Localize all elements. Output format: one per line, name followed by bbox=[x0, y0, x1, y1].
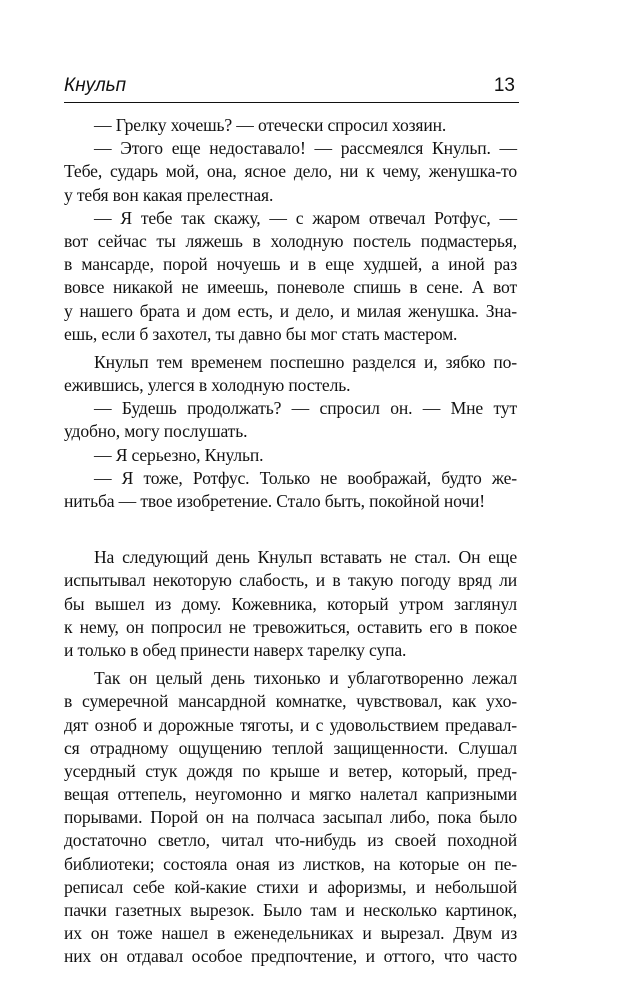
running-title: Кнульп bbox=[64, 75, 127, 96]
text-line: бы вышел из дому. Кожевника, который утром заглянул bbox=[64, 593, 517, 614]
text-line: вещая оттепель, неугомонно и мягко налетал капризными bbox=[64, 784, 517, 805]
text-line: вовсе никакой не имеешь, поневоле спишь в сене. А вот bbox=[64, 277, 517, 298]
text-line: них он отдавал особое предпочтение, и оттого, что часто bbox=[64, 946, 517, 967]
text-line: и только в обед принести наверх тарелку супа. bbox=[64, 639, 407, 660]
text-line: — Я тоже, Ротфус. Только не воображай, будто же- bbox=[94, 467, 517, 488]
text-line: Кнульп тем временем поспешно разделся и, зябко по- bbox=[94, 351, 517, 372]
text-line: усердный стук дождя по крыше и ветер, который, пред- bbox=[64, 760, 517, 781]
text-line: порывами. Порой он на полчаса засыпал либо, пока было bbox=[64, 807, 517, 828]
text-line: пачки газетных вырезок. Было там и несколько картинок, bbox=[64, 900, 517, 920]
text-line: библиотеки; состояла оная из листков, на которые он пе- bbox=[64, 853, 517, 874]
text-line: достаточно светло, читал что-нибудь из своей походной bbox=[64, 830, 517, 851]
header-rule bbox=[64, 102, 519, 103]
text-line: нитьба — твое изобретение. Стало быть, покойной ночи! bbox=[64, 491, 486, 511]
text-line: — Грелку хочешь? — отечески спросил хозяин. bbox=[94, 115, 447, 135]
text-line: вот сейчас ты ляжешь в холодную постель подмастерья, bbox=[64, 230, 517, 251]
text-line: Так он целый день тихонько и ублаготворенно лежал bbox=[94, 668, 517, 689]
text-line: в мансарде, порой ночуешь и в еще худшей, а иной раз bbox=[64, 254, 517, 275]
section-break bbox=[64, 513, 517, 546]
text-line: удобно, могу послушать. bbox=[64, 421, 248, 442]
text-line: ежившись, улегся в холодную постель. bbox=[64, 375, 351, 396]
text-line: ешь, если б захотел, ты давно бы мог стать мастером. bbox=[64, 323, 458, 344]
text-line: у нашего брата и дом есть, и дело, и милая женушка. Зна- bbox=[64, 300, 517, 321]
text-line: у тебя вон какая прелестная. bbox=[64, 184, 274, 205]
text-line: реписал себе кой-какие стихи и афоризмы, и небольшой bbox=[64, 876, 517, 897]
text-line: Тебе, сударь мой, она, ясное дело, ни к чему, женушка-то bbox=[64, 161, 517, 182]
running-head bbox=[64, 72, 517, 102]
body-text bbox=[64, 114, 517, 969]
page-number: 13 bbox=[493, 75, 515, 96]
text-line: — Я тебе так скажу, — с жаром отвечал Ротфус, — bbox=[94, 207, 517, 228]
text-line: в сумеречной мансардной комнатке, чувствовал, как ухо- bbox=[64, 691, 517, 712]
text-line: к нему, он попросил не тревожиться, оставить его в покое bbox=[64, 616, 517, 637]
text-line: — Я серьезно, Кнульп. bbox=[94, 444, 264, 465]
text-line: ся отрадному ощущению теплой защищенности. Слушал bbox=[64, 737, 517, 758]
text-line: — Этого еще недоставало! — рассмеялся Кнульп. — bbox=[94, 138, 517, 159]
text-line: дят озноб и дорожные тяготы, и с удовольствием предавал- bbox=[64, 714, 517, 735]
text-line: — Будешь продолжать? — спросил он. — Мне тут bbox=[94, 398, 517, 419]
text-line: На следующий день Кнульп вставать не стал. Он еще bbox=[94, 547, 517, 568]
text-line: испытывал некоторую слабость, и в такую погоду вряд ли bbox=[64, 570, 517, 591]
text-line: их он тоже нашел в еженедельниках и вырезал. Двум из bbox=[64, 923, 517, 944]
